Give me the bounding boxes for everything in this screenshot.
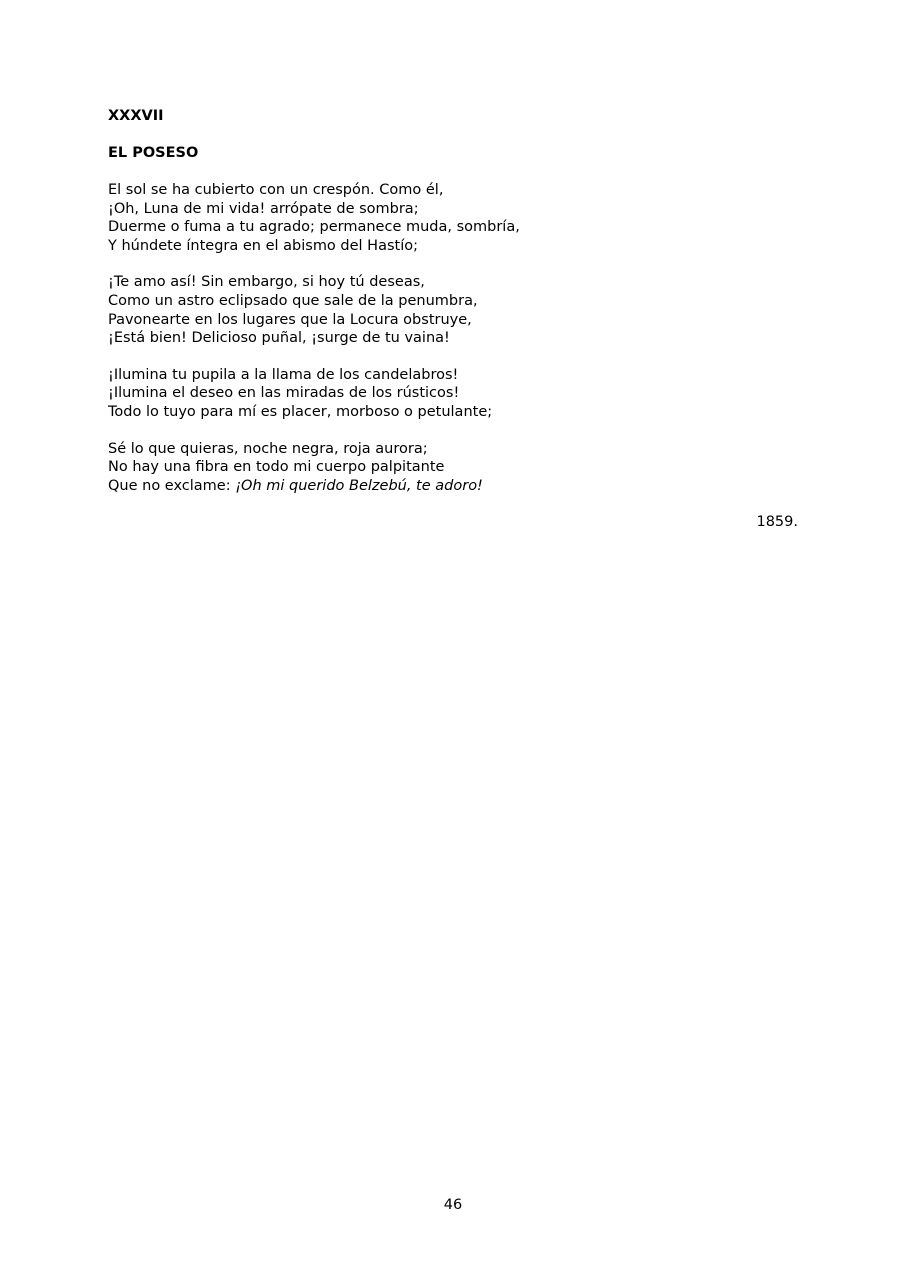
verse-line: El sol se ha cubierto con un crespón. Como él, xyxy=(108,182,444,198)
verse-line: ¡Te amo así! Sin embargo, si hoy tú deseas, xyxy=(108,274,425,291)
verse-line-italic: ¡Oh mi querido Belzebú, te adoro! xyxy=(235,477,483,494)
verse-line: Sé lo que quieras, noche negra, roja aurora; xyxy=(108,440,428,457)
verse-line: Duerme o fuma a tu agrado; permanece muda, sombría, xyxy=(108,219,520,236)
poem-date: 1859. xyxy=(756,514,798,531)
verse-line-final xyxy=(108,477,798,496)
verse-line: Pavonearte en los lugares que la Locura obstruye, xyxy=(108,311,472,328)
verse-line: ¡Ilumina el deseo en las miradas de los rústicos! xyxy=(108,385,460,402)
stanza-3 xyxy=(108,366,798,422)
poem-title: EL POSESO xyxy=(108,145,199,161)
verse-line: Todo lo tuyo para mí es placer, morboso o petulante; xyxy=(108,403,493,420)
stanza-1 xyxy=(108,181,798,255)
verse-line: Y húndete íntegra en el abismo del Hastío; xyxy=(108,237,418,254)
verse-line: Como un astro eclipsado que sale de la penumbra, xyxy=(108,292,478,309)
poem-body xyxy=(108,107,798,532)
verse-line: ¡Oh, Luna de mi vida! arrópate de sombra; xyxy=(108,200,419,217)
verse-line: ¡Ilumina tu pupila a la llama de los candelabros! xyxy=(108,366,459,383)
verse-line: ¡Está bien! Delicioso puñal, ¡surge de tu vaina! xyxy=(108,330,450,347)
stanza-2 xyxy=(108,273,798,347)
poem-numeral: XXXVII xyxy=(108,108,164,124)
verse-line: No hay una fibra en todo mi cuerpo palpitante xyxy=(108,459,445,476)
verse-line-plain: Que no exclame: xyxy=(108,477,236,494)
stanza-4 xyxy=(108,440,798,496)
page-number: 46 xyxy=(443,1197,463,1213)
